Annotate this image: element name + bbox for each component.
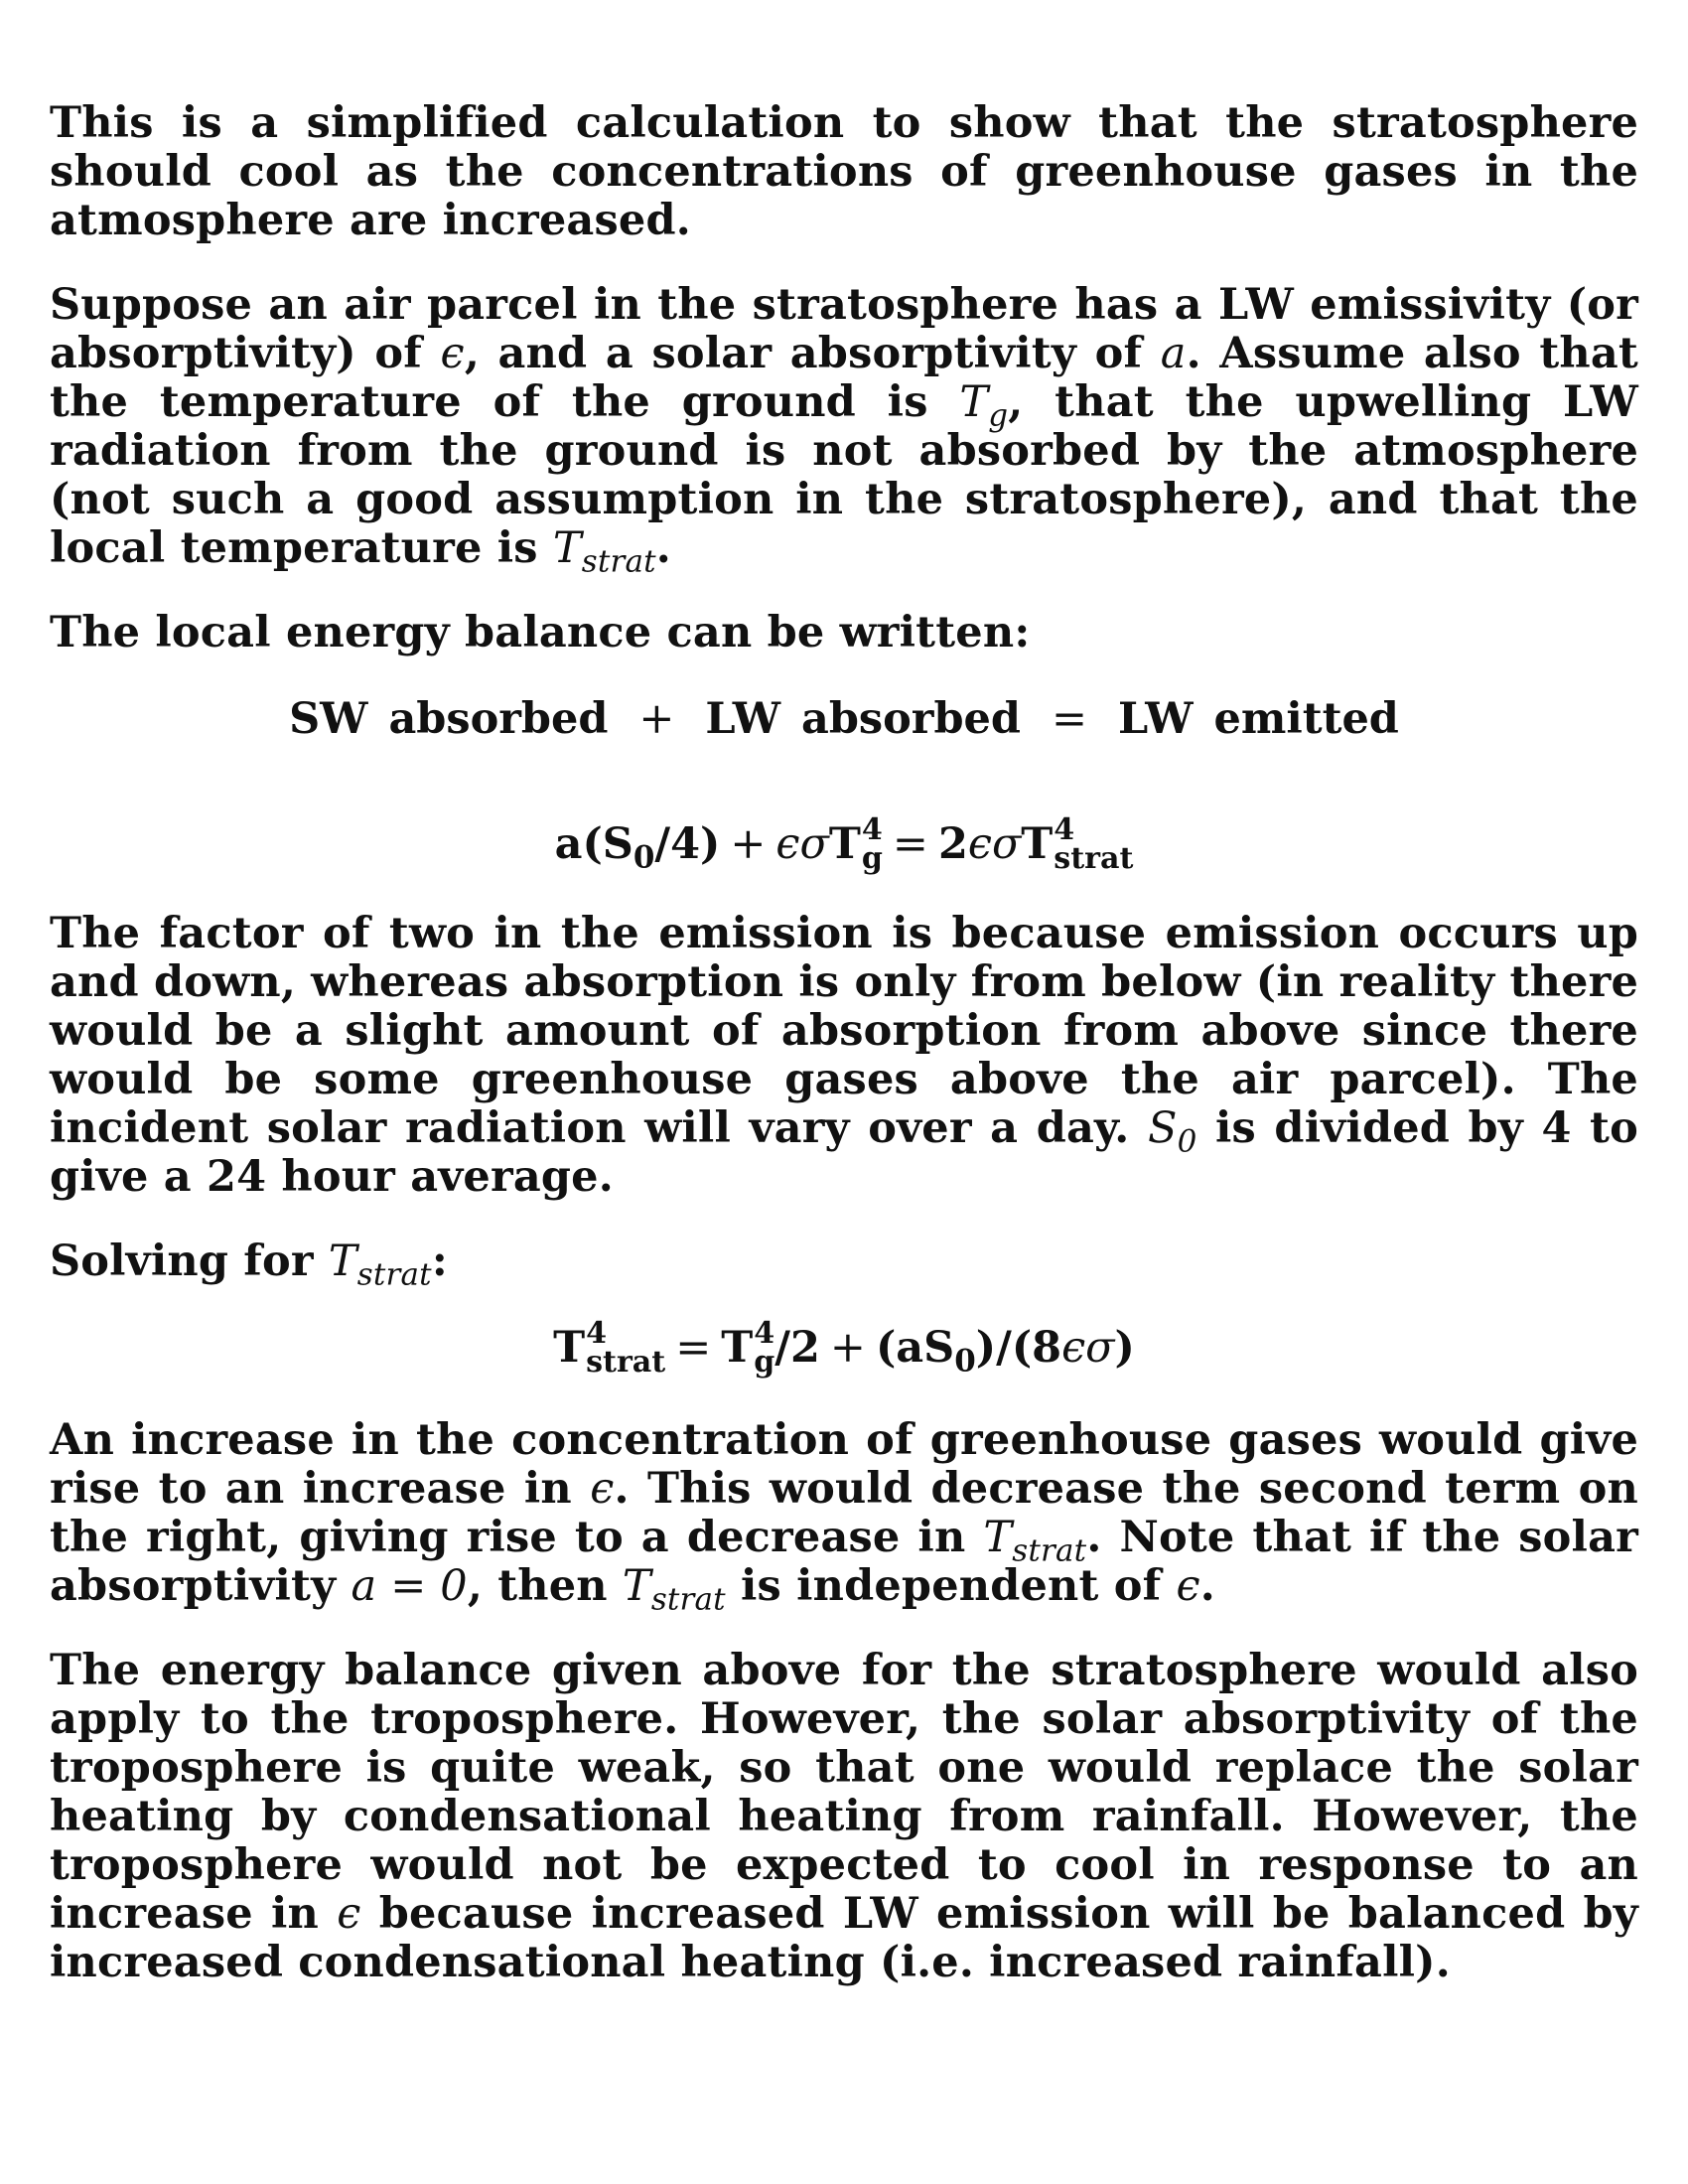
epsilon-symbol: ϵ: [337, 1889, 361, 1940]
equals-operator: =: [892, 819, 928, 869]
strat-temp-symbol: $T_{strat}$: [328, 1236, 432, 1292]
text-span: is independent of: [725, 1561, 1177, 1612]
text-span: . Assume also that the temperature of the ground is: [50, 329, 1638, 427]
equals-operator: =: [675, 1322, 712, 1373]
text-span: . This would decrease the second term on the right, giving rise to a decrease in: [50, 1464, 1638, 1563]
explanation-paragraph: [50, 910, 1638, 1202]
plus-operator: +: [638, 694, 675, 744]
subscript: 0: [633, 839, 655, 876]
sw-absorbed-term: SW absorbed: [289, 694, 609, 744]
solution-equation: [50, 1316, 1638, 1380]
word-equation: [50, 693, 1638, 745]
text-span: An increase in the concentration of greenhouse gases would give rise to an increase in: [50, 1415, 1638, 1515]
text-span: .: [655, 523, 671, 573]
energy-balance-intro: The local energy balance can be written:: [50, 608, 1031, 657]
plus-operator: +: [730, 819, 767, 869]
troposphere-paragraph: [50, 1647, 1638, 1987]
text-span: , and a solar absorptivity of: [464, 329, 1161, 378]
epsilon-symbol: ϵ: [590, 1464, 615, 1515]
text-span: :: [431, 1236, 448, 1286]
lw-emitted-term: LW emitted: [1117, 694, 1399, 744]
intro-paragraph: This is a simplified calculation to show that the stratosphere should cool as the concentrations of greenhouse gases in the atmosphere are increased.: [50, 98, 1638, 245]
conclusion-paragraph: [50, 1415, 1639, 1618]
lw-absorbed-term: LW absorbed: [705, 694, 1021, 744]
temperature-symbol: T: [1021, 819, 1054, 869]
text-span: is divided by 4 to give a 24 hour average.: [50, 1102, 1638, 1202]
text-span: . Note that if the solar absorptivity: [50, 1513, 1639, 1612]
assumptions-paragraph: [50, 280, 1638, 580]
epsilon-symbol: ϵ: [440, 329, 465, 378]
sup-sub: 4 g: [754, 1316, 775, 1380]
text-span: .: [1199, 1561, 1215, 1612]
text-span: The energy balance given above for the stratosphere would also apply to the troposphere. However, the solar absorptivity of the troposphere is quite weak, so that one would replace the solar heating by condensational heating from rainfall. However, the troposphere would not be expected to cool in response to an increase in: [50, 1646, 1638, 1940]
subscript: 0: [954, 1342, 976, 1379]
sup-sub: 4 g: [861, 812, 883, 876]
eq-text: /4): [654, 819, 721, 869]
sup-sub: 4 strat: [586, 1316, 666, 1380]
eq-text: (aS: [875, 1322, 955, 1373]
temperature-symbol: T: [721, 1322, 754, 1373]
ground-temp-symbol: $T_g$: [959, 377, 1009, 434]
zero-absorptivity-expression: a = 0: [351, 1561, 468, 1612]
eq-text: a(S: [554, 819, 633, 869]
strat-temp-symbol: $T_{strat}$: [983, 1513, 1087, 1569]
epsilon-sigma-symbol: ϵσ: [967, 819, 1022, 869]
epsilon-sigma-symbol: ϵσ: [775, 819, 829, 869]
plus-operator: +: [829, 1322, 866, 1373]
temperature-symbol: T: [828, 819, 861, 869]
strat-temp-symbol: $T_{strat}$: [552, 523, 656, 580]
equals-operator: =: [1051, 694, 1087, 744]
eq-text: 2: [937, 819, 968, 869]
epsilon-sigma-symbol: ϵσ: [1061, 1322, 1115, 1373]
text-span: Solving for: [50, 1236, 329, 1286]
energy-balance-equation: [50, 812, 1638, 876]
text-span: , that the upwelling LW radiation from the ground is not absorbed by the atmosphere (not such a good assumption in the stratosphere), and that the local temperature is: [50, 377, 1638, 573]
epsilon-symbol: ϵ: [1176, 1561, 1200, 1612]
albedo-symbol: a: [1160, 329, 1187, 378]
eq-text: /2: [774, 1322, 820, 1373]
text-span: Suppose an air parcel in the stratosphere has a LW emissivity (or absorptivity) of: [50, 280, 1638, 378]
text-span: The factor of two in the emission is because emission occurs up and down, whereas absorption is only from below (in reality there would be a slight amount of absorption from above since there would be some greenhouse gases above the air parcel). The incident solar radiation will vary over a day.: [50, 908, 1638, 1153]
solving-paragraph: [50, 1236, 1638, 1292]
text-span: because increased LW emission will be balanced by increased condensational heating (i.e. increased rainfall).: [50, 1889, 1638, 1988]
document-page: [50, 99, 1638, 2023]
sup-sub: 4 strat: [1054, 812, 1134, 876]
eq-text: )/(8: [975, 1322, 1062, 1373]
solar-constant-symbol: $S_0$: [1147, 1102, 1197, 1159]
eq-text: ): [1114, 1322, 1135, 1373]
text-span: , then: [467, 1561, 623, 1612]
temperature-symbol: T: [553, 1322, 586, 1373]
strat-temp-symbol: $T_{strat}$: [622, 1561, 726, 1618]
